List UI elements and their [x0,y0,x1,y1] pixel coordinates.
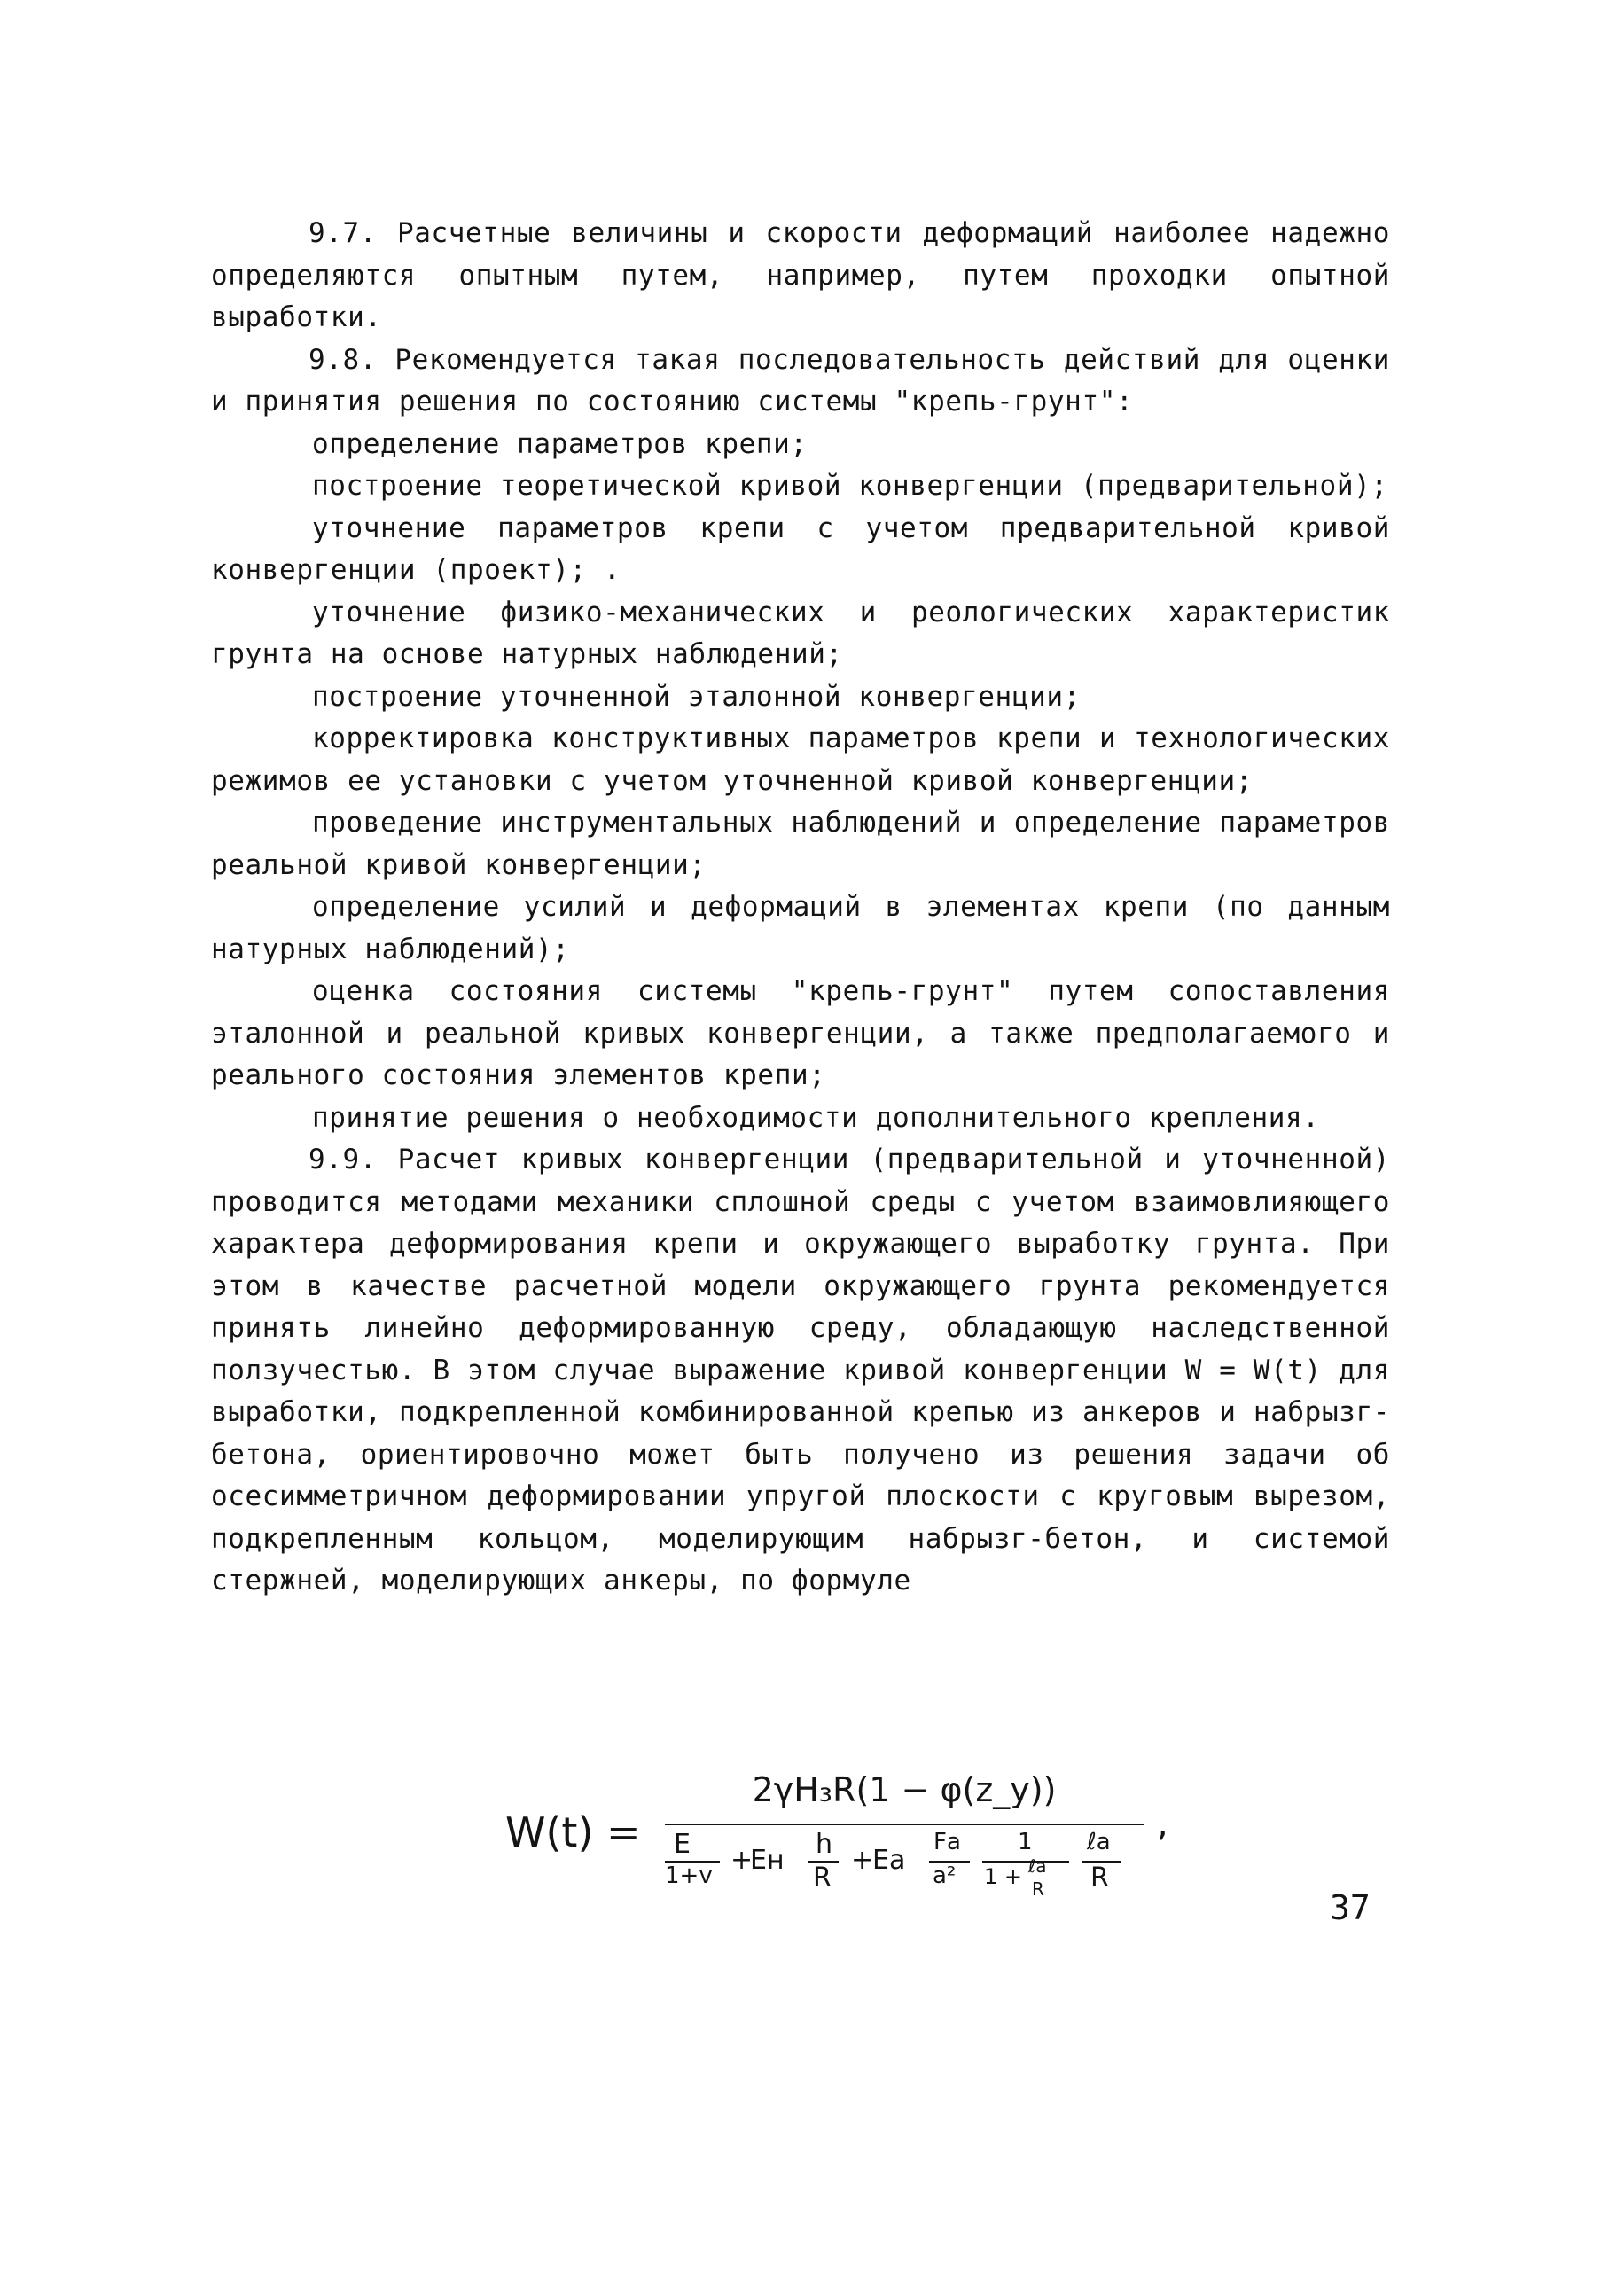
list-item: определение параметров крепи; [312,427,808,460]
den-one: 1 [1018,1829,1033,1855]
list-item: уточнение физико-механических и реологических характеристик грунта на основе натурных наблюдений; [211,596,1390,670]
formula-numerator: 2γH₃R(1 − φ(z_y)) [752,1770,1057,1809]
list-item: построение теоретической кривой конвергенции (предварительной); [312,470,1388,502]
list-item: оценка состояния системы "крепь-грунт" путем сопоставления эталонной и реальной кривых конвергенции, а также предполагаемого и реального состояния элементов крепи; [211,975,1390,1091]
mini-fraction-bar [982,1861,1069,1863]
den-a2: a² [933,1863,957,1889]
fraction-bar [665,1824,1144,1825]
formula-comma: , [1157,1804,1168,1845]
den-ea: Eа [872,1845,906,1876]
den-r: R [813,1863,832,1894]
den-la-small: ℓа [1028,1855,1047,1877]
list-item: построение уточненной эталонной конвергенции; [312,680,1081,713]
list-item: принятие решения о необходимости дополнительного крепления. [312,1101,1320,1134]
list-item: определение усилий и деформаций в элементах крепи (по данным натурных наблюдений); [211,891,1390,965]
list-item: корректировка конструктивных параметров крепи и технологических режимов ее установки с учетом уточненной кривой конвергенции; [211,722,1390,797]
list-item: проведение инструментальных наблюдений и определение параметров реальной кривой конвергенции; [211,807,1390,881]
list-item: уточнение параметров крепи с учетом предварительной кривой конвергенции (проект); . [211,512,1390,586]
paragraph-9-9: 9.9. Расчет кривых конвергенции (предварительной и уточненной) проводится методами механики сплошной среды с учетом взаимовлияющего характера деформирования крепи и окружающего выработку грунта. При этом в качестве расчетной модели окружающего грунта рекомендуется принять линейно деформированную среду, обладающую наследственной ползучестью. В этом случае выражение кривой конвергенции W = W(t) для выработки, подкрепленной комбинированной крепью из анкеров и набрызг-бетона, ориентировочно может быть получено из решения задачи об осесимметричном деформировании упругой плоскости с круговым вырезом, подкрепленным кольцом, моделирующим набрызг-бетон, и системой стержней, моделирующих анкеры, по формуле [211,1144,1390,1597]
den-r2: R [1090,1863,1109,1894]
den-plus: + [730,1845,754,1876]
formula-denominator [665,1829,1161,1909]
body-text [211,213,1390,1603]
paragraph-9-7: 9.7. Расчетные величины и скорости деформаций наиболее надежно определяются опытным путем, например, путем проходки опытной выработки. [211,217,1390,333]
den-e: E [674,1829,691,1860]
den-1v: 1+v [665,1863,713,1889]
formula-lhs: W(t) = [505,1808,641,1856]
den-1plus: 1 + [984,1864,1023,1889]
den-fa: Fа [933,1829,961,1855]
den-r-small: R [1032,1878,1044,1900]
page-number: 37 [1330,1888,1371,1927]
den-eh: Eн [750,1845,785,1876]
den-la: ℓа [1087,1829,1111,1855]
den-plus: + [851,1845,874,1876]
den-h: h [816,1829,833,1860]
paragraph-9-8: 9.8. Рекомендуется такая последовательность действий для оценки и принятия решения по состоянию системы "крепь-грунт": [211,343,1390,418]
